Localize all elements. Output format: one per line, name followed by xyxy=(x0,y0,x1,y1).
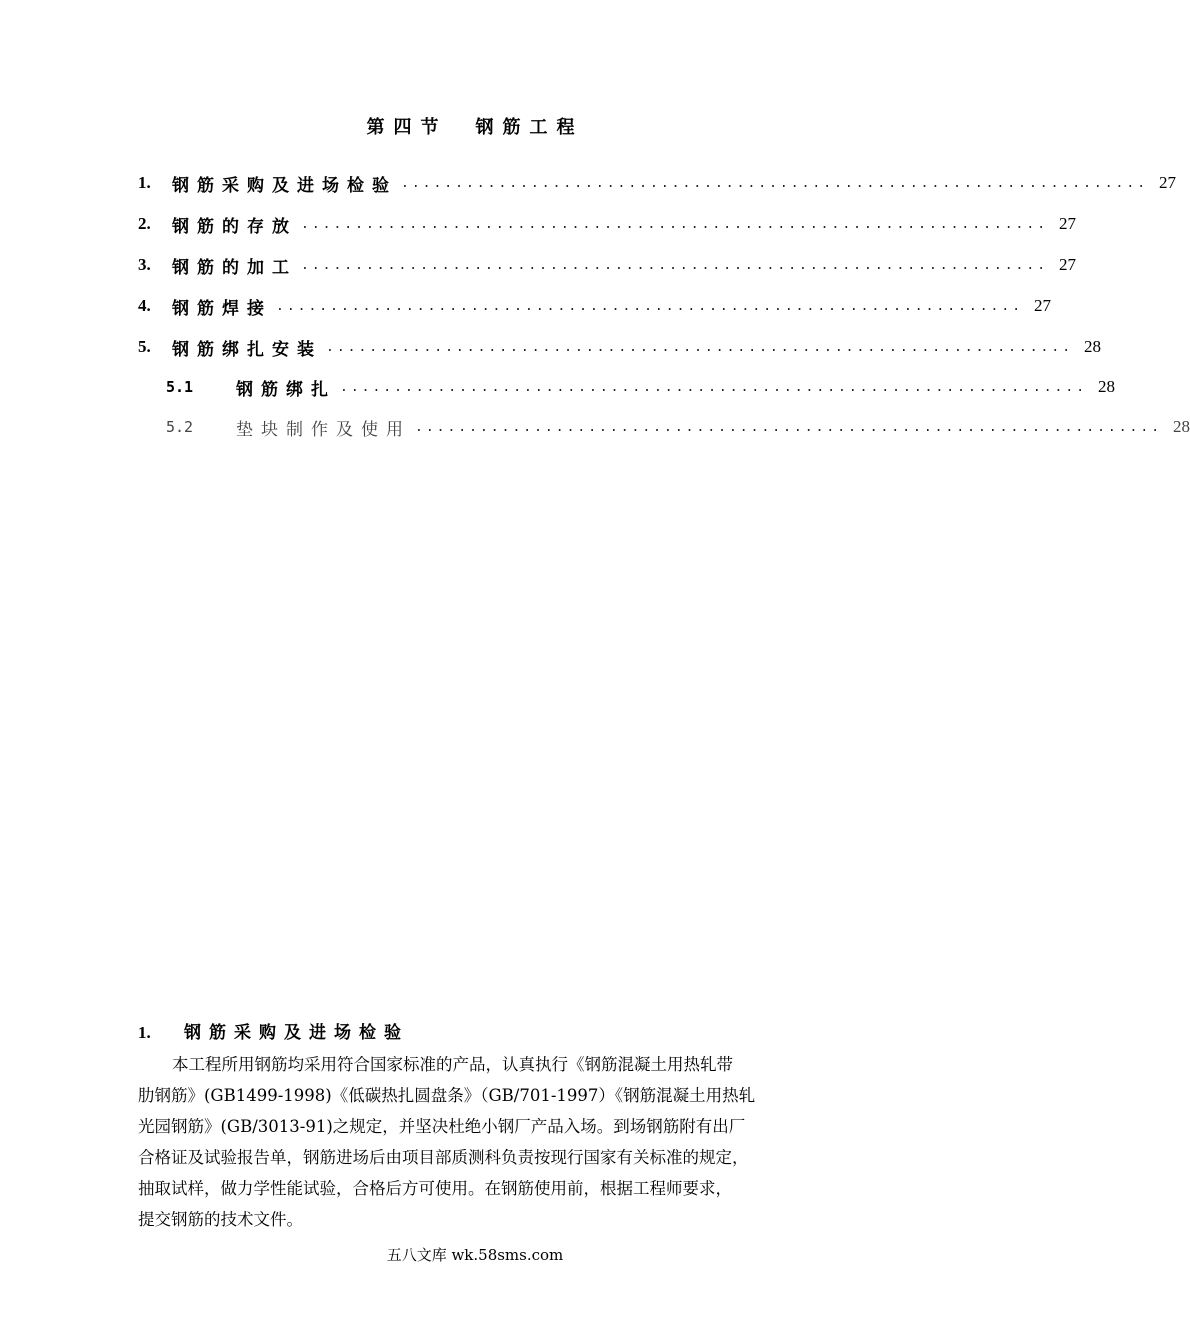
toc-entry-title: 钢筋的存放 xyxy=(172,216,297,237)
toc-entry-page: 27 xyxy=(1034,296,1052,315)
toc-entry[interactable] xyxy=(138,251,1077,279)
toc-entry-number: 5.1 xyxy=(166,378,194,396)
section-title: 钢筋采购及进场检验 xyxy=(184,1023,409,1043)
toc-entry-number: 5. xyxy=(138,337,151,356)
heading-section: 第四节 xyxy=(366,117,448,138)
paragraph-line: 抽取试样，做力学性能试验，合格后方可使用。在钢筋使用前，根据工程师要求， xyxy=(138,1179,732,1198)
toc-subentry[interactable] xyxy=(166,373,1116,401)
section-paragraph xyxy=(138,1049,852,1235)
toc-dot-leader: ..................................................................... xyxy=(301,216,1049,232)
toc-subentry[interactable] xyxy=(166,413,1190,441)
toc-entry-page: 28 xyxy=(1173,417,1190,436)
section-heading xyxy=(138,1018,409,1043)
toc-entry-page: 28 xyxy=(1098,377,1116,396)
paragraph-line: 合格证及试验报告单，钢筋进场后由项目部质测科负责按现行国家有关标准的规定， xyxy=(138,1148,749,1167)
section-number: 1. xyxy=(138,1023,151,1042)
toc-entry-page: 27 xyxy=(1059,214,1077,233)
toc-dot-leader: ..................................................................... xyxy=(326,339,1074,355)
toc-entry-title: 钢筋焊接 xyxy=(172,298,272,319)
toc-entry-page: 28 xyxy=(1084,337,1102,356)
toc-entry-title: 钢筋采购及进场检验 xyxy=(172,175,397,196)
toc-dot-leader: ..................................................................... xyxy=(276,298,1024,314)
paragraph-line: 光园钢筋》(GB/3013-91)之规定，并坚决杜绝小钢厂产品入场。到场钢筋附有出厂 xyxy=(138,1117,746,1136)
paragraph-line: 本工程所用钢筋均采用符合国家标准的产品，认真执行《钢筋混凝土用热轧带 xyxy=(172,1055,733,1074)
toc-entry-page: 27 xyxy=(1059,255,1077,274)
toc-entry-number: 1. xyxy=(138,173,151,192)
toc-dot-leader: ..................................................................... xyxy=(301,257,1049,273)
paragraph-line: 肋钢筋》(GB1499-1998)《低碳热扎圆盘条》（GB/701-1997）《钢筋混凝土用热轧 xyxy=(138,1086,756,1105)
toc-entry-title: 垫块制作及使用 xyxy=(236,419,411,440)
toc-entry[interactable] xyxy=(138,210,1077,238)
toc-entry-number: 3. xyxy=(138,255,151,274)
toc-dot-leader: ..................................................................... xyxy=(340,379,1088,395)
toc-entry-number: 5.2 xyxy=(166,418,194,436)
toc-entry-number: 4. xyxy=(138,296,151,315)
toc-dot-leader: ..................................................................... xyxy=(415,419,1163,435)
toc-entry[interactable] xyxy=(138,333,1102,361)
toc-entry-number: 2. xyxy=(138,214,151,233)
toc-dot-leader: ..................................................................... xyxy=(401,175,1149,191)
toc-entry-page: 27 xyxy=(1159,173,1177,192)
toc-entry-title: 钢筋的加工 xyxy=(172,257,297,278)
page-heading xyxy=(0,113,950,139)
paragraph-line: 提交钢筋的技术文件。 xyxy=(138,1210,303,1229)
toc-entry[interactable] xyxy=(138,292,1052,320)
heading-title: 钢筋工程 xyxy=(475,117,584,138)
toc-entry-title: 钢筋绑扎安装 xyxy=(172,339,322,360)
toc-entry[interactable] xyxy=(138,169,1177,197)
toc-entry-title: 钢筋绑扎 xyxy=(236,379,336,400)
page-footer: 五八文库 wk.58sms.com xyxy=(386,1246,564,1264)
